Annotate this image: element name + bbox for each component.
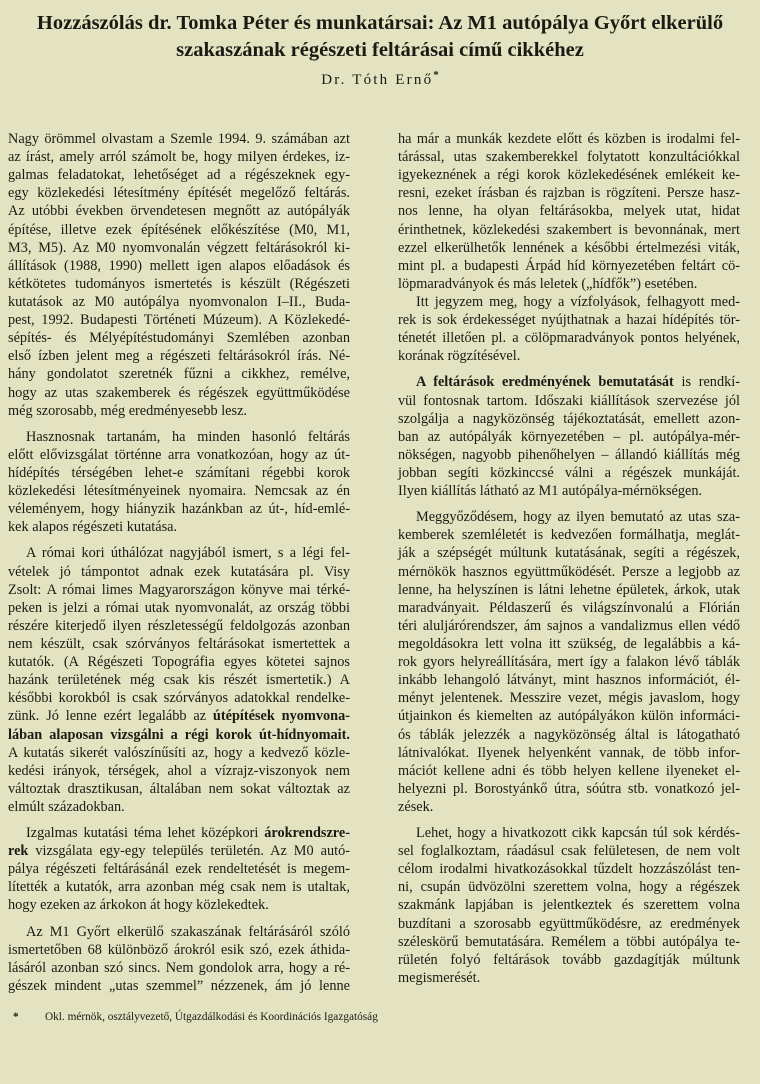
title-line: szakaszának régészeti feltárásai című cikkéhez (176, 39, 584, 61)
text-line: rek vizsgálata egy-egy település területén. Az M0 autó- (8, 843, 350, 860)
text-line: löpmaradványok és más leletek („hídfők”) esetében. (398, 275, 698, 292)
right-column (398, 130, 740, 987)
text-line: nökségen, nagyobb pihenőhelyen – állandó kiállítás még (398, 446, 740, 463)
text-line: ni, csupán üdvözölni szerettem volna, hogy a régészek (398, 879, 740, 896)
author-name: Dr. Tóth Ernő (321, 72, 434, 88)
footnote-mark: * (13, 1011, 19, 1023)
text-line: hány gondolatot szeretnék fűzni a cikkhez, remélve, (8, 366, 350, 383)
text-line: lásáról azonban szó sincs. Nem gondolok arra, hogy a ré- (8, 959, 350, 976)
text-line: közlekedési létesítményeinek nyomaira. Nemcsak az én (8, 483, 350, 500)
text-line: zések. (398, 798, 434, 815)
text-line: előtt elővizsgálat történne arra vonatkozóan, hogy az út- (8, 446, 350, 463)
footnote (13, 1011, 378, 1023)
text-line: téri aluljárórendszer, ám sajnos a vandalizmus ellen védő (398, 617, 740, 634)
text-line: célom irodalmi hivatkozásokkal tűzdelt hozzászólást ten- (398, 861, 740, 878)
text-line: A kutatás sikerét valószínűsíti az, hogy a kedvező közle- (8, 744, 350, 761)
text-line: ismertetőben 68 különböző árokról esik szó, ezek áthida- (8, 941, 350, 958)
left-column (8, 130, 350, 995)
text-line: egy közlekedési létesítmény építését megelőző feltárás. (8, 185, 350, 202)
text-line: kek alapos régészeti kutatása. (8, 519, 178, 536)
text-line: rok gyors helyreállítására, mert így a falakon lévő táblák (398, 654, 740, 671)
text-line: mérnökök hasznos együttműködését. Persze a legjobb az (398, 563, 740, 580)
text-line: ténetét illetően pl. a cölöpmaradványok pontos helyének, (398, 330, 740, 347)
text-line: zünk. Jó lenne ezért legalább az útépítések nyomvona- (8, 708, 350, 725)
author-footnote-mark: * (433, 69, 439, 81)
text-line: jobban segíti közkinccsé válni a régészek munkáját. (398, 464, 740, 481)
text-line: kedési irányok, térségek, ahol a vízrajz-viszonyok nem (8, 762, 350, 779)
text-line: hogy az utas szakemberek és régészek együttműködése (8, 384, 350, 401)
text-line: ményt jelentenek. Messzire vezet, mégis javaslom, hogy (398, 690, 740, 707)
text-line: véleményem, hogy hiányzik hazánkban az út-, híd-emlé- (8, 501, 350, 518)
text-line: szolgálja a nagyközönség tájékoztatását, emellett azon- (398, 410, 740, 427)
text-line: Ilyen kiállítás látható az M1 autópálya-mérnökségen. (398, 483, 703, 500)
text-line: ják a szépségét múltunk kutatásának, segíti a régészek, (398, 545, 740, 562)
text-line: kutatók. (A Régészeti Topográfia egyes kötetei sajnos (8, 654, 350, 671)
text-line: mint pl. a budapesti Árpád híd környezetében feltárt cö- (398, 257, 740, 274)
text-line: vételek jó támpontot adnak ezek kutatására pl. Visy (8, 563, 350, 580)
text-line: hídépítés térségében lehet-e számítani régebbi korok (8, 464, 350, 481)
text-line: látnivalókat. Ilyenek helyenként vannak, de több infor- (398, 744, 740, 761)
text-line: helyezni pl. Borostyánkő útra, sóútra stb. vonatkozó jel- (398, 780, 740, 797)
text-line: peken is jelzi a római utak nyomvonalát, az ország többi (8, 599, 350, 616)
text-line: A feltárások eredményének bemutatását is rendkí- (416, 374, 740, 391)
text-line: vül fontosnak tartom. Időszaki kiállítások szervezése jól (398, 392, 740, 409)
text-line: ezzel elkerülhetők lennének a későbbi értelmezési viták, (398, 239, 740, 256)
title-line: Hozzászólás dr. Tomka Péter és munkatársai: Az M1 autópálya Győrt elkerülő (36, 12, 724, 34)
text-line: útjainkon és kiemelten az autópályákon külön informáci- (398, 708, 740, 725)
text-line: még szorosabb, még eredményesebb lesz. (8, 402, 247, 419)
text-line: kutatások az M0 autópálya nyomvonalon I–II., Buda- (8, 293, 350, 310)
text-line: inkább lehangoló látványt, mint hasznos információt, él- (398, 672, 740, 689)
text-line: változtak drasztikusan, általában nem sokat változtak az (8, 780, 350, 797)
text-line: buzdítani a szorosabb együttműködésre, az eredmények (398, 915, 740, 932)
text-line: érinthetnek, közlekedési szakembert is bevonnának, mert (398, 221, 740, 238)
text-line: részére kiterjedő ilyen részletességű feldolgozás azonban (8, 617, 350, 634)
text-line: gészek mindent „utas szemmel” nézzenek, ám jó lenne (8, 977, 350, 994)
text-line: későbbi korokból is csak szórványos adatokkal rendelke- (8, 690, 350, 707)
text-line: hazánk területének még csak kis részét ismertetik.) A (8, 672, 350, 689)
text-line: Zsolt: A római limes Magyarországon könyve mai térké- (8, 581, 350, 598)
text-line: állítások (1988, 1990) mellett igen alapos előadások és (8, 257, 350, 274)
text-line: rületén folyó feltárások tovább gazdagítják múltunk (398, 951, 740, 968)
author-line (0, 69, 760, 89)
text-line: Lehet, hogy a hivatkozott cikk kapcsán túl sok kérdés- (416, 825, 740, 842)
text-line: igyekeznének a régi korok közlekedésének emlékeit ke- (398, 167, 740, 184)
text-line: megismerését. (398, 969, 481, 986)
footnote-text: Okl. mérnök, osztályvezető, Útgazdálkodási és Koordinációs Igazgatóság (45, 1011, 378, 1023)
text-line: hogy ezeken az árkokon át hogy közlekedtek. (8, 897, 269, 914)
text-line: Nagy örömmel olvastam a Szemle 1994. 9. számában azt (8, 131, 350, 147)
text-line: pest, 1992. Budapesti Történeti Múzeum). A Közlekedé- (8, 312, 350, 329)
text-line: maradványait. Példaszerű és világszínvonalú a Flórián (398, 599, 740, 616)
text-line: megoldásokra lett volna itt szükség, de legalábbis a ká- (398, 635, 740, 652)
text-line: galmas feladatokat, lehetőséget ad a régészeknek egy- (8, 167, 350, 184)
text-line: építése, illetve ezek építésének előkészítése (M0, M1, (8, 221, 350, 238)
text-line: mációt kellene adni és több helyen kellene ilyeneket el- (398, 762, 740, 779)
text-line: elmúlt századokban. (8, 798, 125, 815)
text-line: szakmánk lapjában is jelentkeztek és szerettem volna (398, 897, 740, 914)
text-line: első ízben jelent meg a régészeti feltárásokról írás. Né- (8, 348, 350, 365)
text-line: nos lenne, ha olyan feltárásokba, melyek utat, hidat (398, 203, 740, 220)
text-line: lában alaposan vizsgálni a régi korok út-hídnyomait. (8, 726, 350, 743)
text-line: lenne, ha helyszínen is látni lehetne épületek, árkok, utak (398, 581, 740, 598)
text-line: sel foglalkoztam, ráadásul csak felületesen, de nem volt (398, 843, 740, 860)
text-line: rek is sok érdekességet nyújthatnak a hazai hídépítés tör- (398, 312, 740, 329)
text-line: Hasznosnak tartanám, ha minden hasonló feltárás (26, 428, 350, 445)
text-line: M3, M5). Az M0 nyomvonalán végzett feltárásokról ki- (8, 239, 350, 256)
text-line: lítették a kutatók, arra azonban még csak nem is utaltak, (8, 879, 350, 896)
text-line: Az M1 Győrt elkerülő szakaszának feltárásáról szóló (26, 923, 350, 940)
text-line: kemberek szemléletét is kedvezően formálhatja, meglát- (398, 527, 740, 544)
text-line: Meggyőződésem, hogy az ilyen bemutató az utas sza- (416, 509, 740, 526)
text-line: ha már a munkák kezdete előtt és közben is irodalmi fel- (398, 131, 740, 147)
text-line: pálya régészeti feltárásánál ezek rendeltetését is megem- (8, 861, 350, 878)
text-line: resni, ezeket írásban és rajzban is rögzíteni. Persze hasz- (398, 185, 740, 202)
text-line: ós táblák jelezzék a nagyközönség által is látogatható (398, 726, 740, 743)
text-line: Az utóbbi években örvendetesen megnőtt az autópályák (8, 203, 350, 220)
text-line: Itt jegyzem meg, hogy a vízfolyások, felhagyott med- (416, 293, 740, 310)
text-line: kétkötetes tudományos ismertetés is készült (Régészeti (8, 275, 350, 292)
text-line: széleskörű bemutatására. Remélem a többi autópálya te- (398, 933, 740, 950)
text-line: korának rögzítésével. (398, 348, 521, 365)
text-line: ban az autópályák környezetében – pl. autópálya-mér- (398, 428, 740, 445)
text-line: az írást, amely arról számolt be, hogy milyen érdekes, iz- (8, 149, 350, 166)
article-title (20, 10, 740, 64)
text-line: tárással, utas szakemberekkel folytatott konzultációkkal (398, 149, 740, 166)
text-line: sépítés- és Mélyépítéstudományi Szemlében azonban (8, 330, 350, 347)
text-line: nem készült, csak szórványos feltárásokat ismertettek a (8, 635, 350, 652)
text-line: A római kori úthálózat nagyjából ismert, s a légi fel- (26, 545, 350, 562)
text-line: Izgalmas kutatási téma lehet középkori árokrendszre- (26, 825, 350, 842)
